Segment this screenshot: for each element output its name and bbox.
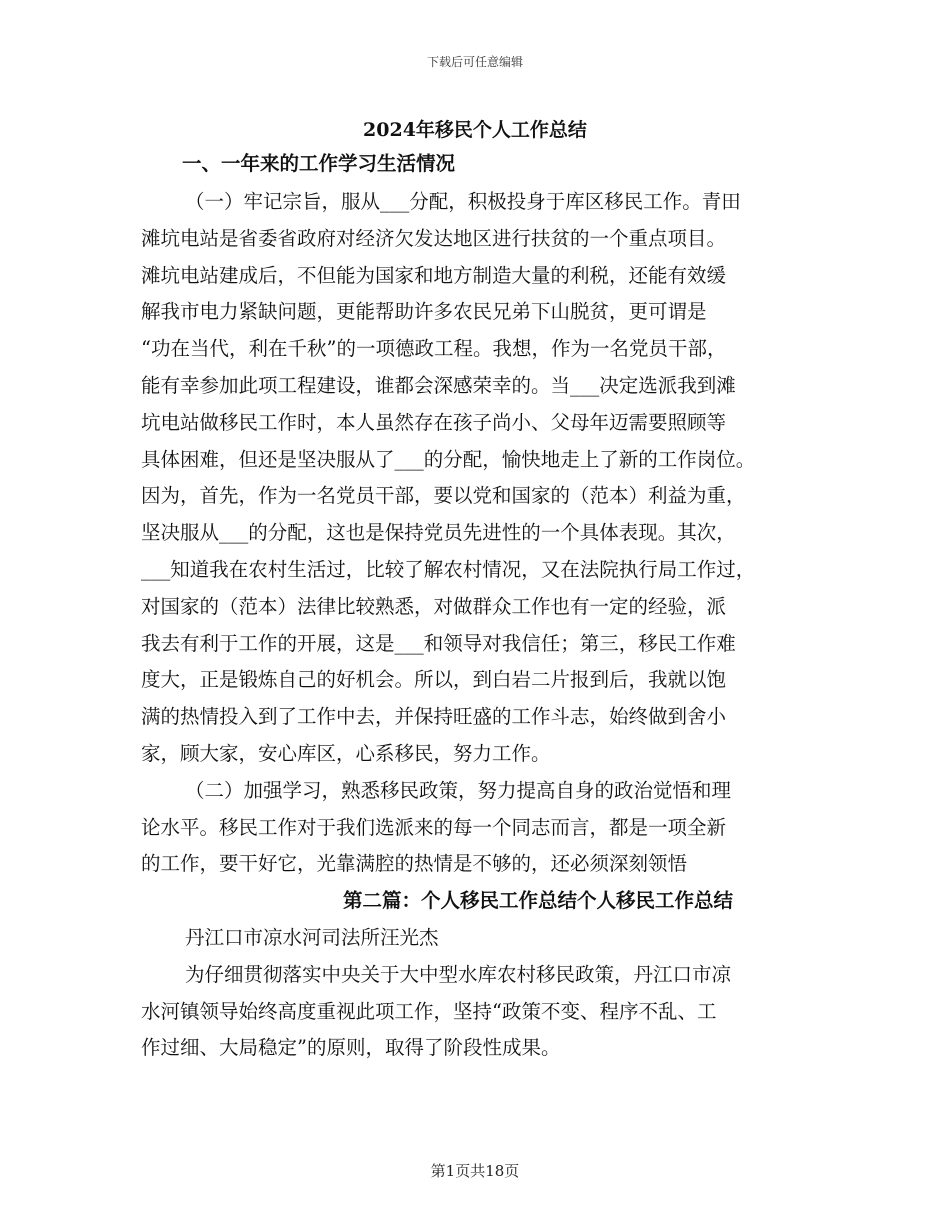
text-line: 满的热情投入到了工作中去，并保持旺盛的工作斗志，始终做到舍小 [141, 705, 727, 729]
text-line: 滩坑电站是省委省政府对经济欠发达地区进行扶贫的一个重点项目。 [141, 226, 727, 250]
text-line: 坚决服从___的分配，这也是保持党员先进性的一个具体表现。其次， [141, 521, 736, 545]
page-header-note: 下载后可任意编辑 [426, 55, 523, 69]
text-line: 作过细、大局稳定”的原则，取得了阶段性成果。 [141, 1036, 561, 1060]
paragraph-3 [141, 957, 811, 1067]
text-line: 水河镇领导始终高度重视此项工作，坚持“政策不变、程序不乱、工 [141, 999, 717, 1023]
section-heading-2: 第二篇：个人移民工作总结个人移民工作总结 [342, 889, 733, 913]
text-line: 家，顾大家，安心库区，心系移民，努力工作。 [141, 741, 551, 765]
text-line: 坑电站做移民工作时，本人虽然存在孩子尚小、父母年迈需要照顾等 [141, 410, 727, 434]
text-line: （一）牢记宗旨，服从___分配，积极投身于库区移民工作。青田 [185, 190, 741, 213]
text-line: 能有幸参加此项工程建设，谁都会深感荣幸的。当___决定选派我到滩 [141, 373, 736, 397]
text-line: 的工作，要干好它，光靠满腔的热情是不够的，还必须深刻领悟 [141, 852, 688, 876]
text-line: “功在当代，利在千秋”的一项德政工程。我想，作为一名党员干部， [141, 337, 727, 361]
text-line: 滩坑电站建成后，不但能为国家和地方制造大量的利税，还能有效缓 [141, 263, 727, 287]
page-number: 第1页共18页 [430, 1162, 520, 1180]
text-line: （二）加强学习，熟悉移民政策，努力提高自身的政治觉悟和理 [185, 778, 732, 802]
text-line: 度大，正是锻炼自己的好机会。所以，到白岩二片报到后，我就以饱 [141, 668, 727, 692]
document-body [141, 150, 811, 1067]
paragraph-2 [141, 773, 811, 883]
text-line: 论水平。移民工作对于我们选派来的每一个同志而言，都是一项全新 [141, 815, 727, 839]
document-title: 2024年移民个人工作总结 [363, 119, 587, 141]
section-heading-1: 一、一年来的工作学习生活情况 [182, 152, 456, 175]
text-line: 为仔细贯彻落实中央关于大中型水库农村移民政策，丹江口市凉 [185, 962, 732, 986]
text-line: 解我市电力紧缺问题，更能帮助许多农民兄弟下山脱贫，更可谓是 [141, 300, 707, 324]
text-line: 因为，首先，作为一名党员干部，要以党和国家的（范本）利益为重， [141, 484, 746, 508]
text-line: 对国家的（范本）法律比较熟悉，对做群众工作也有一定的经验，派 [141, 594, 727, 618]
text-line: 具体困难，但还是坚决服从了___的分配，愉快地走上了新的工作岗位。 [141, 447, 756, 471]
text-line: ___知道我在农村生活过，比较了解农村情况，又在法院执行局工作过， [141, 557, 756, 581]
author-line: 丹江口市凉水河司法所汪光杰 [185, 925, 439, 949]
text-line: 我去有利于工作的开展，这是___和领导对我信任；第三，移民工作难 [141, 631, 736, 655]
paragraph-1 [141, 184, 811, 773]
